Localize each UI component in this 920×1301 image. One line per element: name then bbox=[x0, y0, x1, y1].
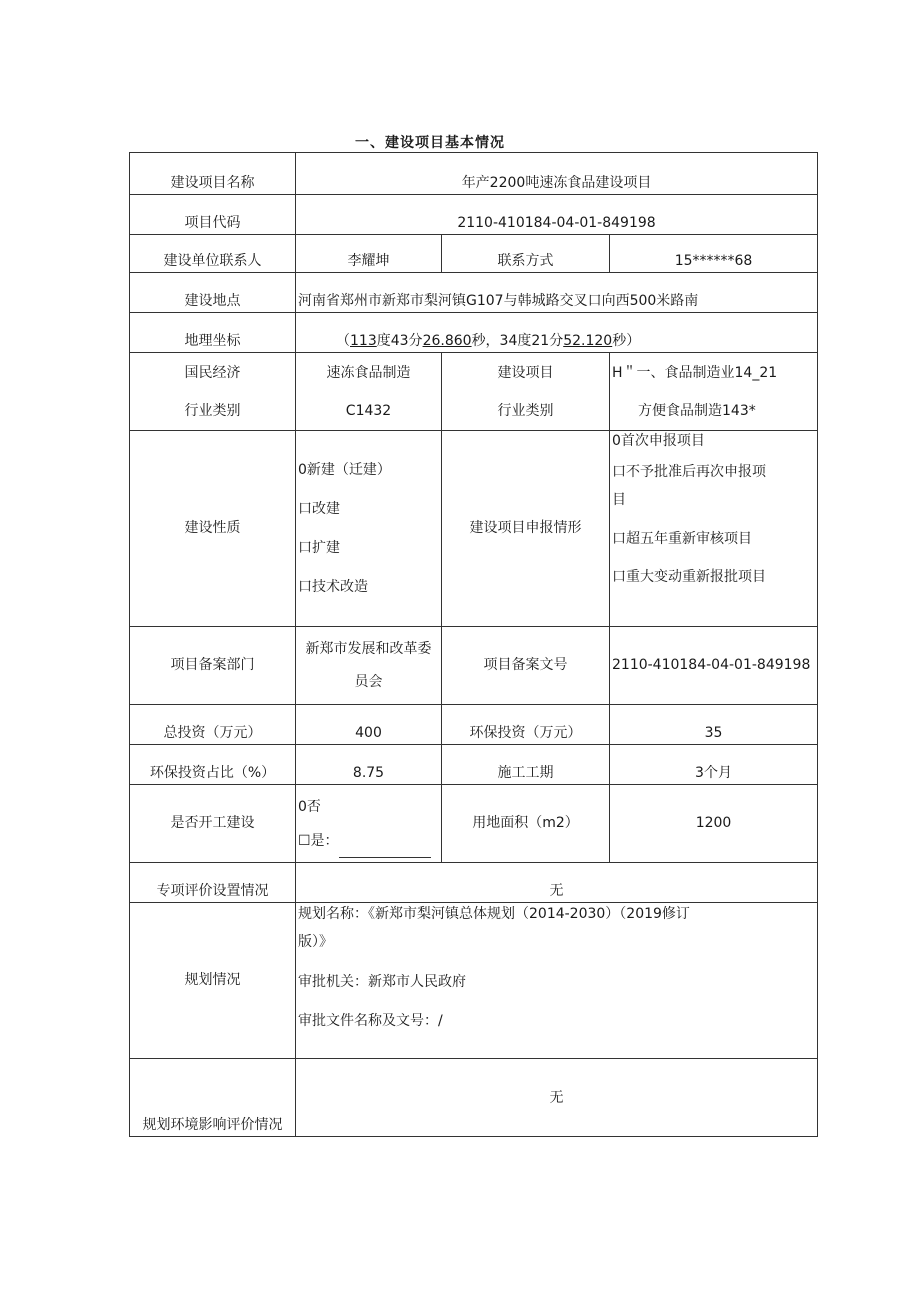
label-total-investment: 总投资（万元） bbox=[130, 705, 296, 745]
document-title: 一、建设项目基本情况 bbox=[355, 135, 505, 151]
label-coordinates: 地理坐标 bbox=[130, 313, 296, 353]
row-started bbox=[130, 785, 818, 863]
value-construction-period: 3个月 bbox=[610, 745, 818, 785]
row-planning-env bbox=[130, 1059, 818, 1137]
label-industry: 国民经济 行业类别 bbox=[130, 353, 296, 431]
fill-blank bbox=[339, 845, 431, 858]
label-special-evaluation: 专项评价设置情况 bbox=[130, 863, 296, 903]
label-location: 建设地点 bbox=[130, 273, 296, 313]
row-construction-nature bbox=[130, 431, 818, 627]
value-contact-person: 李耀坤 bbox=[296, 235, 442, 273]
value-project-name: 年产2200吨速冻食品建设项目 bbox=[296, 153, 818, 195]
value-project-code: 2110-410184-04-01-849198 bbox=[296, 195, 818, 235]
value-record-no: 2110-410184-04-01-849198 bbox=[610, 627, 818, 705]
value-coordinates: （113度43分26.860秒，34度21分52.120秒） bbox=[296, 313, 818, 353]
label-project-industry: 建设项目 行业类别 bbox=[442, 353, 610, 431]
value-planning: 规划名称：《新郑市梨河镇总体规划（2014-2030）（2019修订 版）》 审批机关：新郑市人民政府 审批文件名称及文号：/ bbox=[296, 903, 818, 1059]
label-contact-person: 建设单位联系人 bbox=[130, 235, 296, 273]
label-started: 是否开工建设 bbox=[130, 785, 296, 863]
value-location: 河南省郑州市新郑市梨河镇G107与韩城路交叉口向西500米路南 bbox=[296, 273, 818, 313]
row-ratio bbox=[130, 745, 818, 785]
label-env-investment: 环保投资（万元） bbox=[442, 705, 610, 745]
label-record-no: 项目备案文号 bbox=[442, 627, 610, 705]
label-env-ratio: 环保投资占比（%） bbox=[130, 745, 296, 785]
row-planning bbox=[130, 903, 818, 1059]
label-project-name: 建设项目名称 bbox=[130, 153, 296, 195]
row-industry bbox=[130, 353, 818, 431]
row-project-name bbox=[130, 153, 818, 195]
value-env-investment: 35 bbox=[610, 705, 818, 745]
project-info-table bbox=[129, 152, 818, 1137]
label-construction-period: 施工工期 bbox=[442, 745, 610, 785]
value-total-investment: 400 bbox=[296, 705, 442, 745]
row-contact bbox=[130, 235, 818, 273]
label-project-code: 项目代码 bbox=[130, 195, 296, 235]
value-special-evaluation: 无 bbox=[296, 863, 818, 903]
row-record bbox=[130, 627, 818, 705]
row-project-code bbox=[130, 195, 818, 235]
row-location bbox=[130, 273, 818, 313]
label-contact-method: 联系方式 bbox=[442, 235, 610, 273]
value-construction-nature: 0新建（迁建） 口改建 口扩建 口技术改造 bbox=[296, 431, 442, 627]
row-investment bbox=[130, 705, 818, 745]
value-declaration: 0首次申报项目 口不予批准后再次申报项 目 口超五年重新审核项目 口重大变动重新报批项目 bbox=[610, 431, 818, 627]
value-contact-method: 15******68 bbox=[610, 235, 818, 273]
value-industry: 速冻食品制造 C1432 bbox=[296, 353, 442, 431]
value-land-area: 1200 bbox=[610, 785, 818, 863]
label-construction-nature: 建设性质 bbox=[130, 431, 296, 627]
value-planning-env: 无 bbox=[296, 1059, 818, 1137]
label-record-dept: 项目备案部门 bbox=[130, 627, 296, 705]
value-started: 0否 ☐是： bbox=[296, 785, 442, 863]
row-coordinates bbox=[130, 313, 818, 353]
label-planning: 规划情况 bbox=[130, 903, 296, 1059]
label-land-area: 用地面积（m2） bbox=[442, 785, 610, 863]
value-record-dept: 新郑市发展和改革委 员会 bbox=[296, 627, 442, 705]
value-env-ratio: 8.75 bbox=[296, 745, 442, 785]
label-planning-env: 规划环境影响评价情况 bbox=[130, 1059, 296, 1137]
label-declaration: 建设项目申报情形 bbox=[442, 431, 610, 627]
value-project-industry: H＂一、食品制造业14_21 方便食品制造143* bbox=[610, 353, 818, 431]
row-special-evaluation bbox=[130, 863, 818, 903]
